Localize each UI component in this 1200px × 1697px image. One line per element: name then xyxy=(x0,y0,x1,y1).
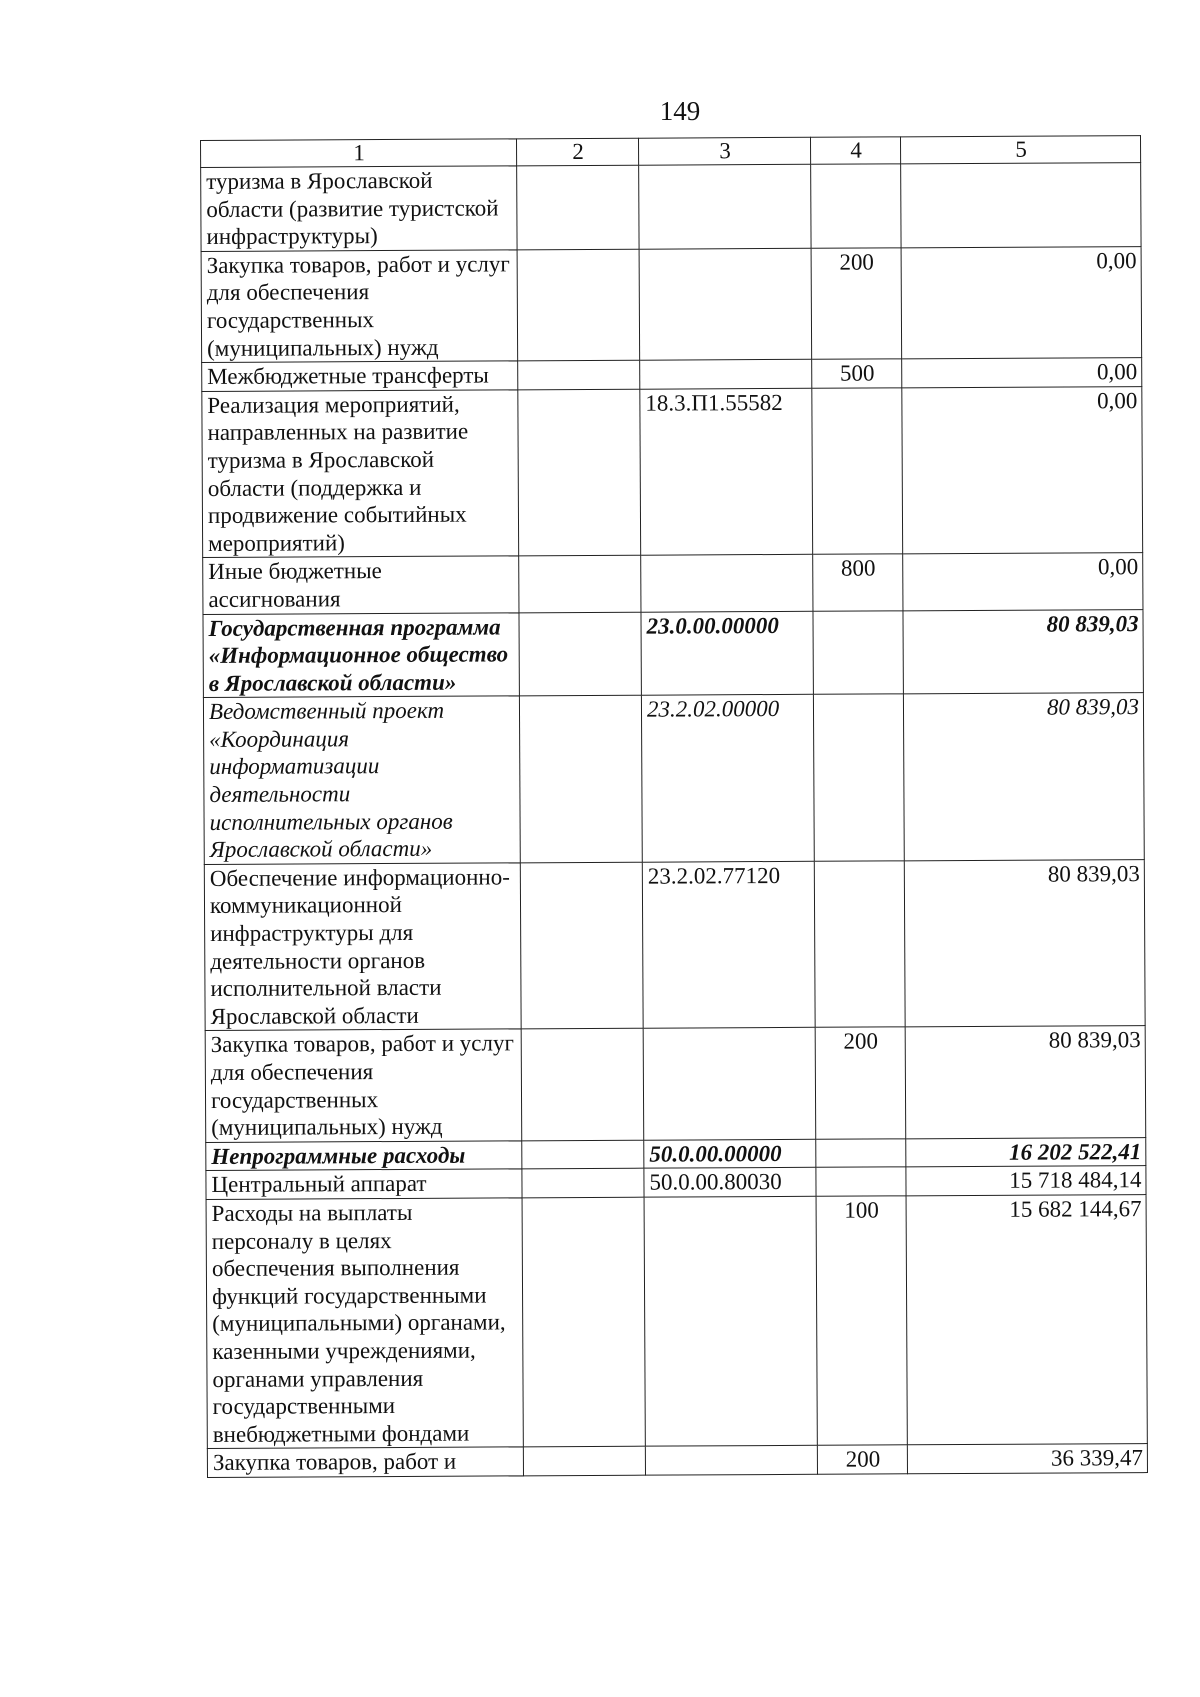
row-type-cell xyxy=(812,388,903,555)
row-amount-cell xyxy=(901,163,1141,248)
column-header-5: 5 xyxy=(900,136,1140,164)
row-amount-cell: 0,00 xyxy=(902,358,1142,388)
row-type-cell: 100 xyxy=(816,1196,907,1446)
row-code-cell xyxy=(640,359,812,388)
row-name-cell: туризма в Ярославской области (развитие туристской инфраструктуры) xyxy=(201,166,517,251)
row-column-2-cell xyxy=(518,360,640,389)
table-row xyxy=(201,163,1141,252)
row-type-cell: 800 xyxy=(813,554,903,611)
row-type-cell xyxy=(811,164,901,248)
table-row xyxy=(202,386,1143,557)
row-code-cell: 23.0.00.00000 xyxy=(641,611,813,696)
row-type-cell: 500 xyxy=(812,359,902,388)
column-header-1: 1 xyxy=(201,139,517,168)
table-row xyxy=(206,1195,1147,1449)
row-column-2-cell xyxy=(519,695,642,862)
page-number: 149 xyxy=(659,96,701,126)
row-code-cell: 50.0.00.80030 xyxy=(644,1168,816,1197)
row-name-cell: Непрограммные расходы xyxy=(206,1141,522,1171)
row-code-cell xyxy=(639,164,811,249)
table-row-project xyxy=(203,693,1144,864)
row-column-2-cell xyxy=(522,1140,644,1169)
row-name-cell: Иные бюджетные ассигнования xyxy=(203,556,519,614)
row-name-cell: Межбюджетные трансферты xyxy=(202,361,518,391)
row-name-cell: Государственная программа «Информационное общество в Ярославской области» xyxy=(203,612,519,697)
row-code-cell: 50.0.00.00000 xyxy=(644,1139,816,1168)
row-column-2-cell xyxy=(517,165,639,249)
row-amount-cell: 80 839,03 xyxy=(903,609,1143,694)
row-name-cell: Закупка товаров, работ и услуг для обеспечения государственных (муниципальных) нужд xyxy=(205,1029,522,1142)
row-amount-cell: 80 839,03 xyxy=(904,859,1145,1027)
row-column-2-cell xyxy=(521,1029,644,1141)
budget-table-sheet xyxy=(200,135,1147,1478)
row-amount-cell: 0,00 xyxy=(902,386,1143,554)
column-header-3: 3 xyxy=(638,137,810,165)
row-column-2-cell xyxy=(518,389,641,556)
row-name-cell: Закупка товаров, работ и xyxy=(207,1447,523,1477)
column-header-4: 4 xyxy=(810,137,900,164)
row-code-cell xyxy=(639,248,812,360)
row-code-cell: 23.2.02.77120 xyxy=(642,861,815,1028)
row-amount-cell: 0,00 xyxy=(901,246,1142,359)
row-type-cell xyxy=(813,694,904,861)
row-code-cell: 23.2.02.00000 xyxy=(641,695,814,862)
row-type-cell xyxy=(816,1167,906,1196)
row-column-2-cell xyxy=(522,1197,645,1447)
row-name-cell: Реализация мероприятий, направленных на развитие туризма в Ярославской области (поддержка и продвижение событийных мероприятий) xyxy=(202,390,519,558)
row-amount-cell: 36 339,47 xyxy=(907,1444,1147,1474)
row-type-cell: 200 xyxy=(815,1027,906,1139)
table-row xyxy=(207,1444,1147,1478)
row-column-2-cell xyxy=(517,249,640,361)
budget-table xyxy=(200,135,1148,1478)
table-row xyxy=(203,553,1143,614)
table-row-program xyxy=(203,609,1143,698)
column-header-2: 2 xyxy=(516,138,638,166)
row-name-cell: Расходы на выплаты персоналу в целях обеспечения выполнения функций государственными (муниципальными) органами, казенными учреждениями, органами управления государственными внебюджетными фондами xyxy=(206,1198,523,1449)
row-code-cell xyxy=(641,555,813,612)
row-type-cell: 200 xyxy=(811,248,902,360)
row-type-cell xyxy=(814,861,905,1028)
row-type-cell xyxy=(813,610,903,694)
row-name-cell: Центральный аппарат xyxy=(206,1169,522,1199)
row-amount-cell: 15 718 484,14 xyxy=(906,1166,1146,1196)
row-column-2-cell xyxy=(519,556,641,613)
row-code-cell xyxy=(643,1028,816,1140)
row-name-cell: Ведомственный проект «Координация информатизации деятельности исполнительных органов Ярославской области» xyxy=(203,696,520,864)
row-column-2-cell xyxy=(520,862,643,1029)
row-column-2-cell xyxy=(523,1446,645,1475)
row-amount-cell: 16 202 522,41 xyxy=(906,1137,1146,1167)
row-name-cell: Закупка товаров, работ и услуг для обеспечения государственных (муниципальных) нужд xyxy=(201,250,518,363)
row-amount-cell: 80 839,03 xyxy=(903,693,1144,861)
row-amount-cell: 15 682 144,67 xyxy=(906,1195,1147,1446)
row-column-2-cell xyxy=(519,612,641,696)
row-amount-cell: 80 839,03 xyxy=(905,1026,1146,1139)
row-type-cell xyxy=(816,1139,906,1168)
row-code-cell: 18.3.П1.55582 xyxy=(640,388,813,555)
table-row xyxy=(201,246,1142,362)
row-column-2-cell xyxy=(522,1169,644,1198)
row-amount-cell: 0,00 xyxy=(903,553,1143,610)
row-name-cell: Обеспечение информационно-коммуникационной инфраструктуры для деятельности органов исполнительной власти Ярославской области xyxy=(204,863,521,1031)
row-type-cell: 200 xyxy=(817,1445,907,1474)
table-row xyxy=(205,1026,1146,1142)
row-code-cell xyxy=(645,1446,817,1475)
table-row xyxy=(204,859,1145,1030)
row-code-cell xyxy=(644,1196,817,1446)
